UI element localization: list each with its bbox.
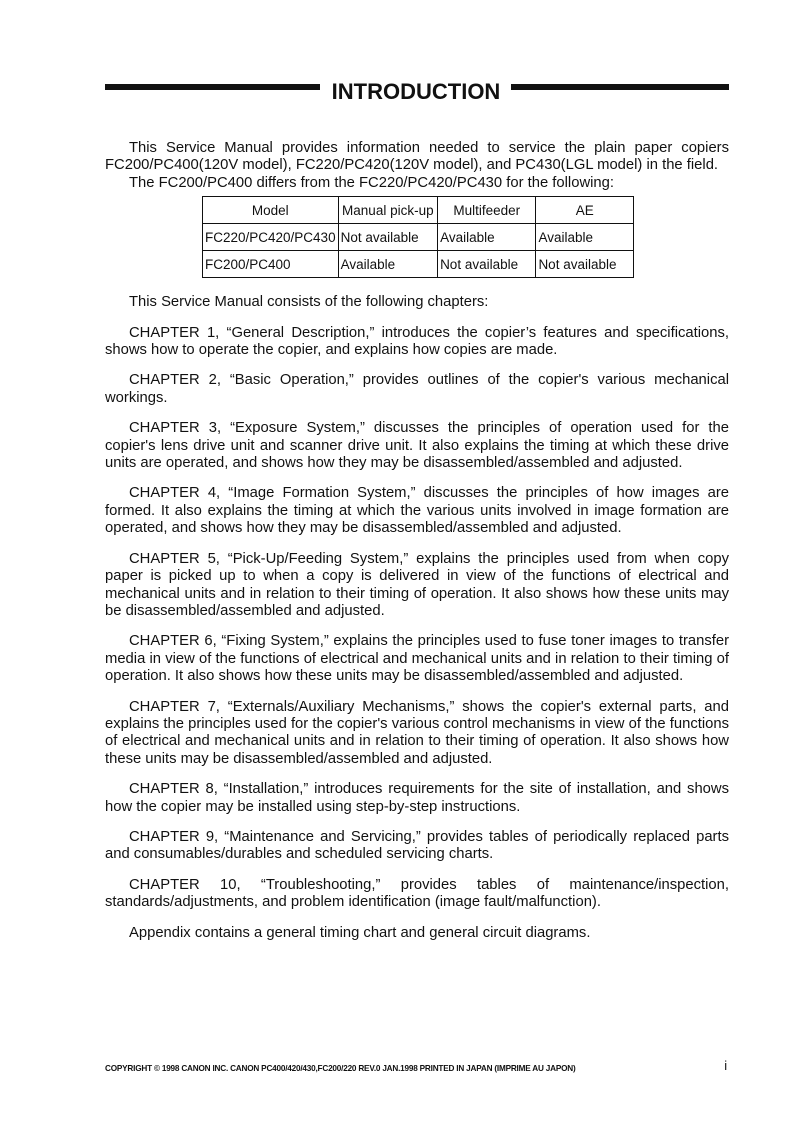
header-rule-right xyxy=(511,84,729,90)
body-text xyxy=(105,140,729,942)
model-comparison-table-wrap xyxy=(202,196,634,278)
chapter-9-description: CHAPTER 9, “Maintenance and Servicing,” provides tables of periodically replaced parts and consumables/durables and scheduled servicing charts. xyxy=(105,828,729,863)
header-rule-left xyxy=(105,84,320,90)
table-cell: Available xyxy=(338,251,437,278)
table-cell: Not available xyxy=(338,224,437,251)
column-header-model: Model xyxy=(203,197,339,224)
table-row xyxy=(203,251,634,278)
model-comparison-table xyxy=(202,196,634,278)
chapters-intro: This Service Manual consists of the following chapters: xyxy=(129,294,489,311)
page-number: i xyxy=(724,1058,727,1073)
column-header-manual-pickup: Manual pick-up xyxy=(338,197,437,224)
chapter-5-description: CHAPTER 5, “Pick-Up/Feeding System,” explains the principles used from when copy paper is picked up to when a copy is delivered in view of the functions of electrical and mechanical units and in relation to their timing of operation. It also shows how these units may be disassembled/assembled and adjusted. xyxy=(105,550,729,619)
chapter-6-description: CHAPTER 6, “Fixing System,” explains the principles used to fuse toner images to transfer media in view of the functions of electrical and mechanical units and in relation to their timing of operation. It also shows how these units may be disassembled/assembled and adjusted. xyxy=(105,633,729,685)
chapter-4-description: CHAPTER 4, “Image Formation System,” discusses the principles of how images are formed. It also explains the timing at which the various units involved in image formation are operated, and shows how they may be disassembled/assembled and adjusted. xyxy=(105,485,729,537)
table-cell: Available xyxy=(536,224,634,251)
chapter-10-description: CHAPTER 10, “Troubleshooting,” provides tables of maintenance/inspection, standards/adjustments, and problem identification (image fault/malfunction). xyxy=(105,876,729,911)
table-cell: Available xyxy=(438,224,536,251)
chapter-8-description: CHAPTER 8, “Installation,” introduces requirements for the site of installation, and shows how the copier may be installed using step-by-step instructions. xyxy=(105,781,729,815)
differences-intro: The FC200/PC400 differs from the FC220/PC420/PC430 for the following: xyxy=(129,174,614,191)
table-cell: Not available xyxy=(438,251,536,278)
table-cell: Not available xyxy=(536,251,634,278)
chapter-2-description: CHAPTER 2, “Basic Operation,” provides outlines of the copier's various mechanical workings. xyxy=(105,372,729,406)
column-header-multifeeder: Multifeeder xyxy=(438,197,536,224)
chapter-1-description: CHAPTER 1, “General Description,” introduces the copier’s features and specifications, shows how to operate the copier, and explains how copies are made. xyxy=(105,324,729,359)
intro-paragraph: This Service Manual provides information needed to service the plain paper copiers FC200/PC400(120V model), FC220/PC420(120V model), and PC430(LGL model) in the field. xyxy=(105,140,729,174)
page-footer xyxy=(105,1060,729,1074)
table-header-row xyxy=(203,197,634,224)
page-title: INTRODUCTION xyxy=(331,79,501,104)
section-header xyxy=(105,78,729,106)
column-header-ae: AE xyxy=(536,197,634,224)
chapter-3-description: CHAPTER 3, “Exposure System,” discusses the principles of operation used for the copier's lens drive unit and scanner drive unit. It also explains the timing at which these drive units are operated, and shows how they may be disassembled/assembled and adjusted. xyxy=(105,420,729,472)
chapter-7-description: CHAPTER 7, “Externals/Auxiliary Mechanisms,” shows the copier's external parts, and explains the principles used for the copier's various control mechanisms in view of the functions of electrical and mechanical units and in relation to their timing of operation. It also shows how these units may be disassembled/assembled and adjusted. xyxy=(105,698,729,767)
table-cell: FC220/PC420/PC430 xyxy=(203,224,339,251)
table-cell: FC200/PC400 xyxy=(203,251,339,278)
table-row xyxy=(203,224,634,251)
copyright-notice: COPYRIGHT © 1998 CANON INC. CANON PC400/420/430,FC200/220 REV.0 JAN.1998 PRINTED IN JAPAN (IMPRIME AU JAPON) xyxy=(105,1064,576,1073)
appendix-description: Appendix contains a general timing chart and general circuit diagrams. xyxy=(129,924,591,941)
